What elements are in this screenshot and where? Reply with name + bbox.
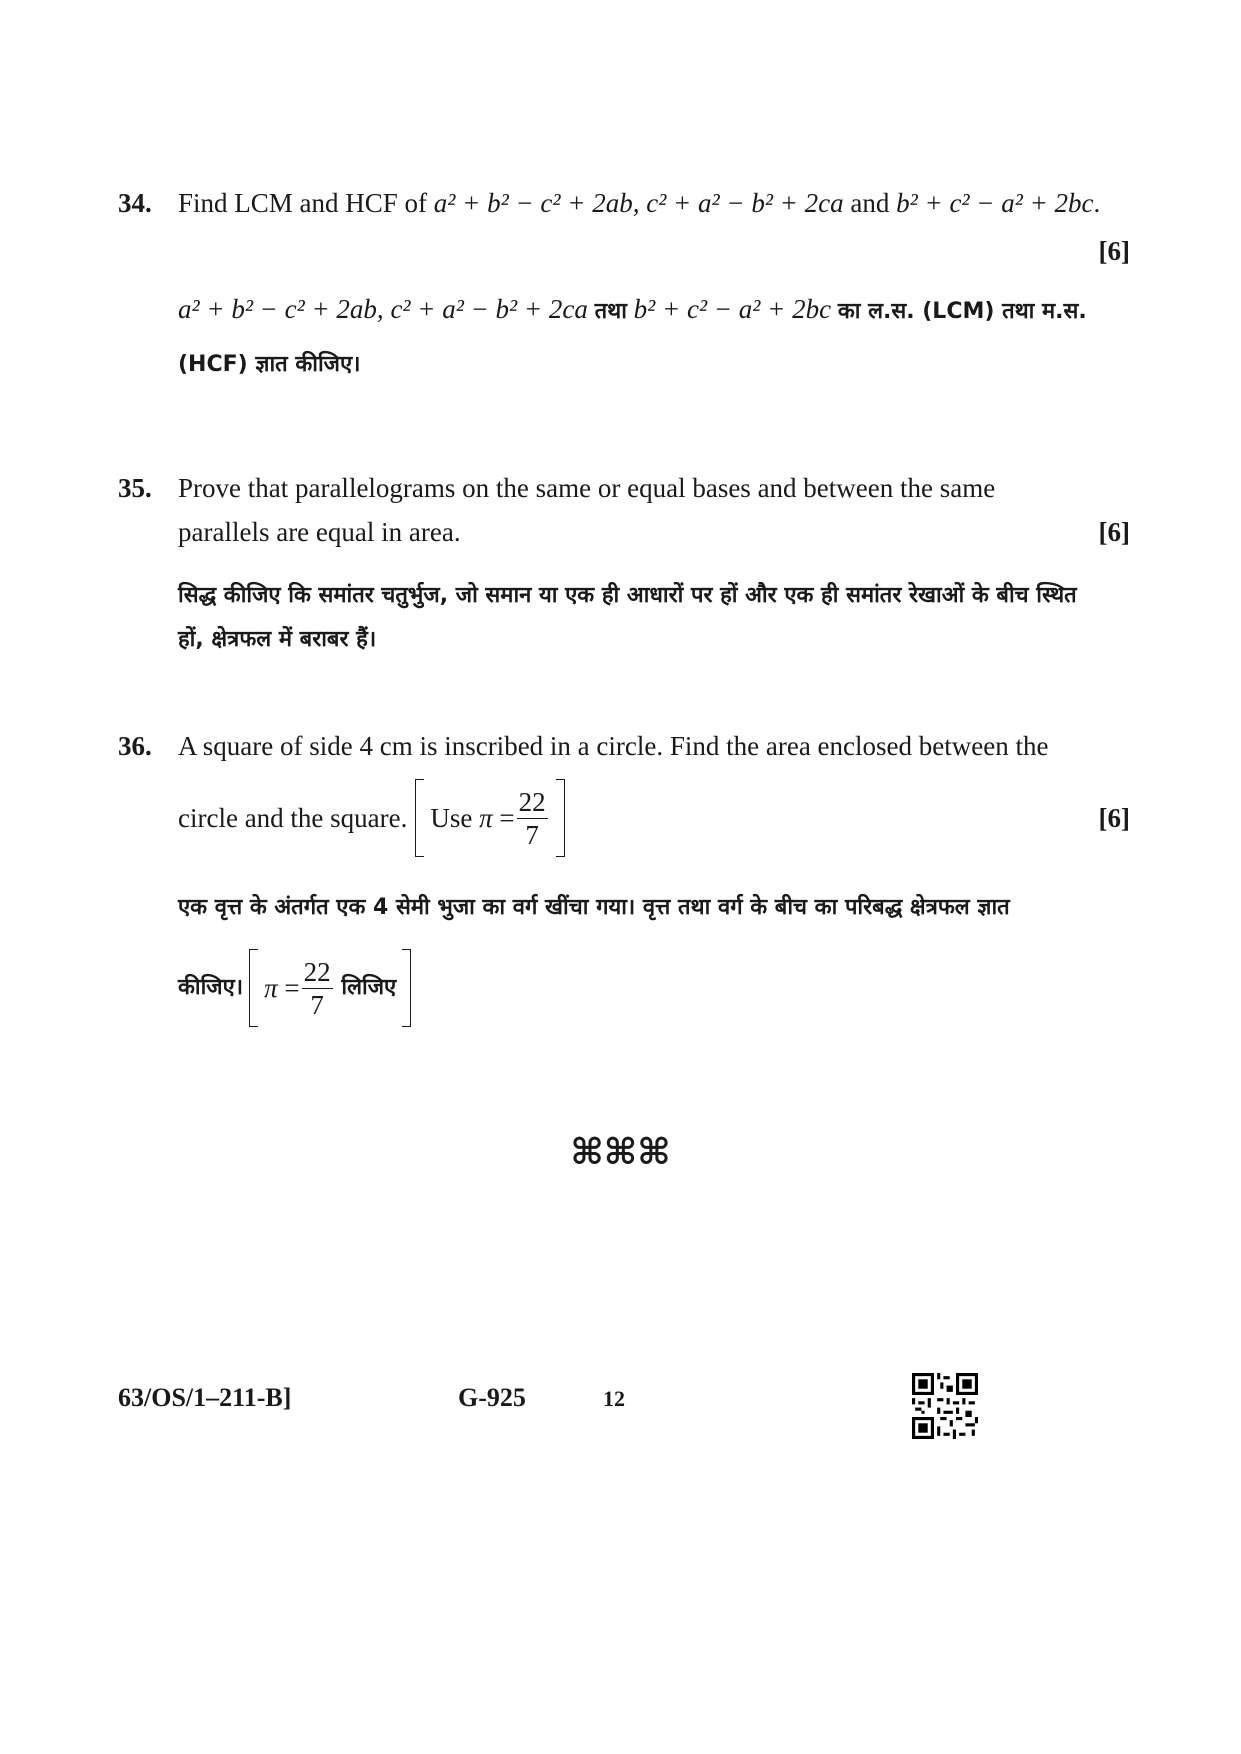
equals-sign: = — [499, 803, 515, 833]
question-text-line1: A square of side 4 cm is inscribed in a circle. Find the area enclosed between the — [178, 731, 1049, 761]
question-number: 36. — [118, 731, 152, 761]
hi-question-line1: एक वृत्त के अंतर्गत एक 4 सेमी भुजा का वर्ग खींचा गया। वृत्त तथा वर्ग के बीच का परिबद्ध क्षेत्रफल ज्ञात — [178, 895, 1010, 920]
denominator: 7 — [525, 819, 539, 850]
page-number: 12 — [603, 1386, 625, 1411]
fraction — [517, 786, 548, 851]
expression-2: c² + a² − b² + 2ca — [646, 188, 844, 218]
equals-sign: = — [284, 973, 300, 1003]
paper-code: 63/OS/1–211-B] — [118, 1383, 292, 1412]
marks: [6] — [1098, 236, 1130, 266]
pi-symbol: π — [264, 973, 278, 1003]
question-number: 35. — [118, 473, 152, 503]
question-number: 34. — [118, 188, 152, 218]
end-ornament: ⌘⌘⌘ — [570, 1132, 671, 1173]
hi-expression-3: b² + c² − a² + 2bc — [633, 294, 832, 324]
question-text-line2: circle and the square. — [178, 803, 408, 833]
question-36 — [118, 724, 1130, 1028]
hi-question-line2: हों, क्षेत्रफल में बराबर हैं। — [178, 627, 377, 652]
marks: [6] — [1098, 517, 1130, 547]
marks: [6] — [1098, 803, 1130, 833]
series-code: G-925 — [458, 1383, 526, 1412]
question-text-line1: Prove that parallelograms on the same or equal bases and between the same — [178, 473, 996, 503]
denominator: 7 — [310, 989, 324, 1020]
question-text-line2: parallels are equal in area. — [178, 517, 461, 547]
conjunction: and — [850, 188, 890, 218]
question-34: 34. Find LCM and HCF of a² + b² − c² + 2ab, c² + a² − b² + 2ca and b² + c² − a² + 2bc. [6] a² + b² − c² + 2ab, c² + a² − b² + 2ca तथा b² + c² − a² + 2bc का ल.स. (LCM) तथा म.स. (HCF) ज्ञात कीजिए। — [118, 181, 1130, 387]
use-label: Use — [430, 803, 473, 833]
hi-conjunction: तथा — [594, 299, 627, 324]
hi-expression-2: c² + a² − b² + 2ca — [390, 294, 588, 324]
question-35 — [118, 466, 1130, 662]
hi-question-line2: कीजिए। — [178, 975, 244, 1000]
hi-pi-hint — [249, 948, 411, 1028]
expression-1: a² + b² − c² + 2ab, — [433, 188, 640, 218]
hi-question-line1: सिद्ध कीजिए कि समांतर चतुर्भुज, जो समान या एक ही आधारों पर हों और एक ही समांतर रेखाओं के बीच स्थित — [178, 583, 1077, 608]
fraction — [302, 956, 333, 1021]
numerator: 22 — [518, 786, 546, 817]
pi-symbol: π — [479, 803, 493, 833]
hi-use-label: लिजिए — [341, 975, 397, 1000]
hi-question-line2: (HCF) ज्ञात कीजिए। — [178, 352, 361, 377]
hi-question-suffix: का ल.स. (LCM) तथा म.स. — [837, 299, 1087, 324]
question-text: Find LCM and HCF of — [178, 188, 428, 218]
pi-hint — [415, 778, 564, 858]
hi-expression-1: a² + b² − c² + 2ab, — [178, 294, 384, 324]
expression-3: b² + c² − a² + 2bc — [896, 188, 1094, 218]
qr-code-icon — [912, 1373, 978, 1439]
numerator: 22 — [303, 956, 331, 987]
